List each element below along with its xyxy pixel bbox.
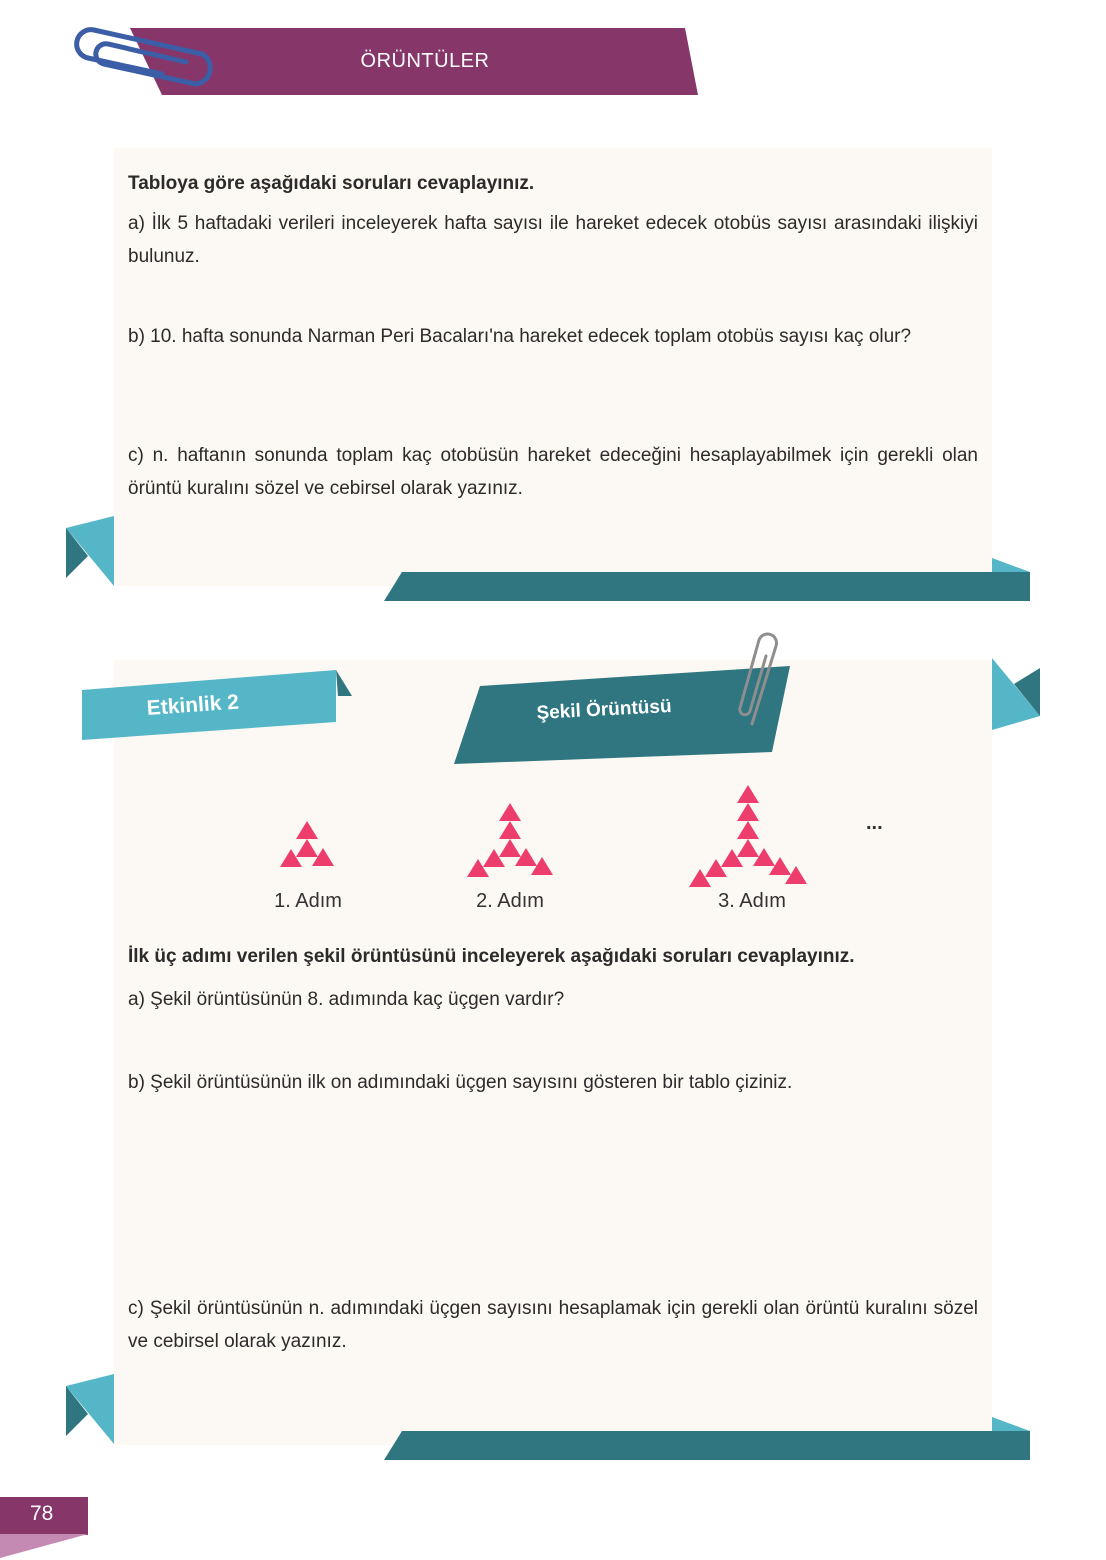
- triangle-shape: [280, 849, 302, 867]
- triangle-shape: [483, 849, 505, 867]
- triangle-shape: [499, 821, 521, 839]
- step3-figure: [689, 785, 807, 887]
- triangle-shape: [705, 859, 727, 877]
- triangle-shape: [737, 785, 759, 803]
- triangle-shape: [467, 859, 489, 877]
- activity-heading: İlk üç adımı verilen şekil örüntüsünü inceleyerek aşağıdaki soruları cevaplayınız.: [128, 946, 855, 967]
- step1-figure: [280, 821, 334, 867]
- question-a: a) İlk 5 haftadaki verileri inceleyerek hafta sayısı ile hareket edecek otobüs sayısı arasındaki ilişkiyi bulunuz.: [128, 213, 978, 267]
- triangle-shape: [499, 839, 521, 857]
- triangle-shape: [737, 803, 759, 821]
- activity-label: Etkinlik 2: [146, 690, 240, 720]
- activity-title: Şekil Örüntüsü: [536, 695, 673, 724]
- triangle-shape: [499, 803, 521, 821]
- activity-question-b: b) Şekil örüntüsünün ilk on adımındaki üçgen sayısını gösteren bir tablo çiziniz.: [128, 1072, 793, 1093]
- triangle-shape: [737, 821, 759, 839]
- page-number: 78: [30, 1502, 54, 1525]
- ribbon-corner-left-2: [66, 1374, 114, 1444]
- page-number-tail: [0, 1534, 90, 1560]
- activity-question-a: a) Şekil örüntüsünün 8. adımında kaç üçgen vardır?: [128, 989, 565, 1010]
- step2-figure: [467, 803, 553, 877]
- question-c: c) n. haftanın sonunda toplam kaç otobüsün hareket edeceğini hesaplayabilmek için gerekli olan örüntü kuralını sözel ve cebirsel olarak yazınız.: [128, 445, 978, 499]
- chapter-title: ÖRÜNTÜLER: [360, 50, 490, 72]
- step-2-label: 2. Adım: [476, 890, 544, 912]
- question-b: b) 10. hafta sonunda Narman Peri Bacaları'na hareket edecek toplam otobüs sayısı kaç olur?: [128, 326, 912, 347]
- step-3-label: 3. Adım: [718, 890, 786, 912]
- triangle-shape: [689, 869, 711, 887]
- triangle-shape: [296, 821, 318, 839]
- ellipsis: ...: [866, 812, 883, 834]
- triangle-shape: [737, 839, 759, 857]
- step-1-label: 1. Adım: [274, 890, 342, 912]
- triangle-shape: [721, 849, 743, 867]
- section1-heading: Tabloya göre aşağıdaki soruları cevaplayınız.: [128, 173, 535, 194]
- triangle-shape: [296, 839, 318, 857]
- ribbon-bottom-2: [384, 1417, 1032, 1461]
- activity-question-c: c) Şekil örüntüsünün n. adımındaki üçgen sayısını hesaplamak için gerekli olan örüntü kuralını sözel ve cebirsel olarak yazınız.: [128, 1298, 978, 1352]
